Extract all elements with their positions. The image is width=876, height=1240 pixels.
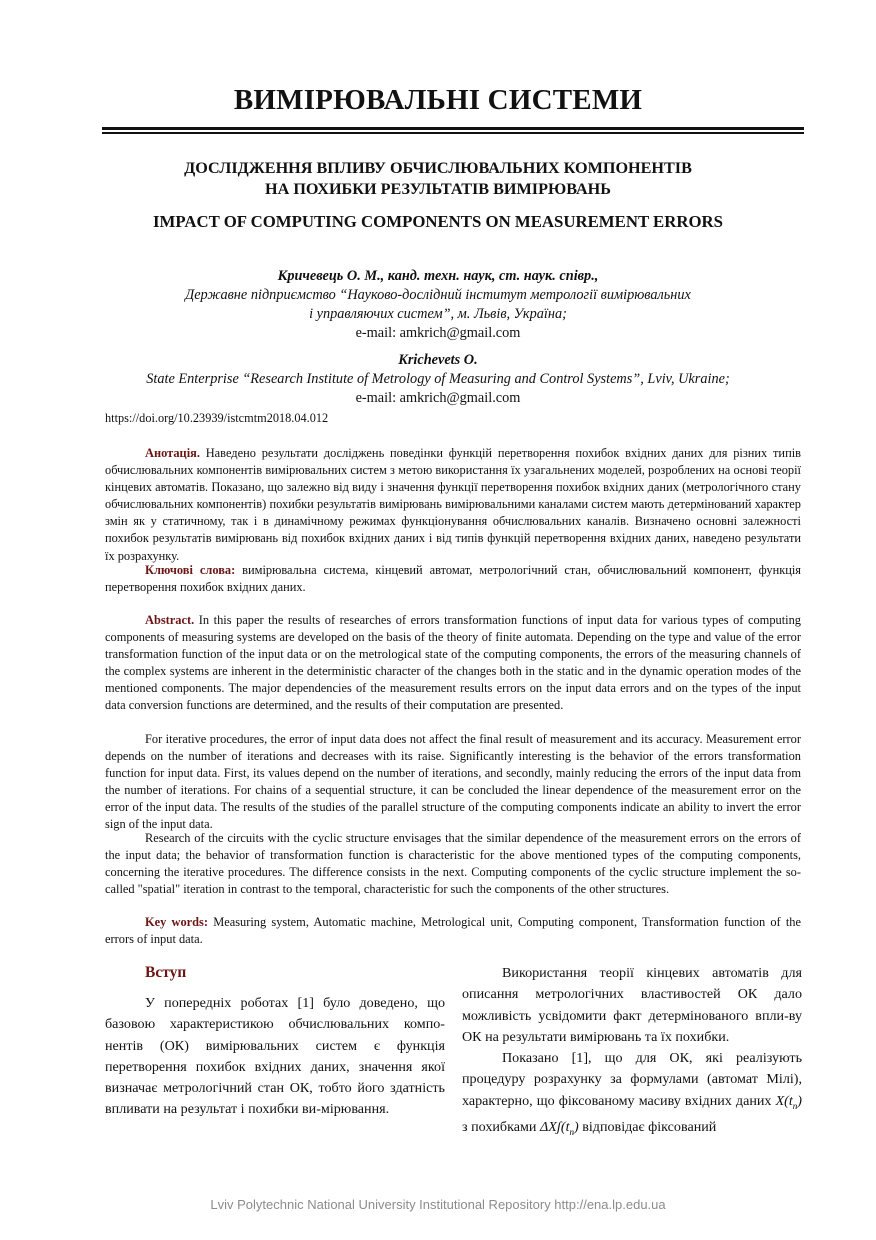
abstract-paragraph-1 [105, 612, 801, 715]
math-dx-close: ) [574, 1118, 579, 1135]
keywords-ua-text: вимірювальна система, кінцевий автомат, метрологічний стан, обчислювальний компонент, функція перетворення похибок вхідних даних. [105, 563, 801, 595]
math-dx-sub: n [569, 1126, 574, 1137]
affiliation-en: State Enterprise “Research Institute of Metrology of Measuring and Control Systems”, Lviv, Ukraine; [146, 371, 730, 387]
section-title: ВИМІРЮВАЛЬНІ СИСТЕМИ [233, 84, 643, 116]
article-title-en: IMPACT OF COMPUTING COMPONENTS ON MEASUREMENT ERRORS [153, 212, 723, 231]
doi-link[interactable]: https://doi.org/10.23939/istcmtm2018.04.012 [105, 411, 329, 425]
annotation-label: Анотація. [145, 446, 200, 460]
math-x-close: ) [797, 1092, 802, 1109]
annotation-text: Наведено результати досліджень поведінки функцій перетворення похибок вхідних даних для різних типів обчислювальних компонентів вимірювальних систем з метою використання їх узагальнених моделей, розроблених на основі теорії кінцевих автоматів. Показано, що залежно від виду і значення функції перетворення похибок вхідних даних (метрологічного стану обчислювальних компонентів) похибки результатів вимірювань вимірювальними каналами систем мають детермінований характер змін як у статичному, так і в динамічному режимах функціонування обчислювальних каналів. Визначено основні залежності похибок результатів вимірювань від похибок вхідних даних і від типів функцій перетворення вхідних даних, наведено результати їх розрахунку. [105, 446, 801, 563]
math-x-base: X(t [775, 1092, 793, 1109]
intro-column-left [105, 993, 445, 1121]
affiliation-ua-line1: Державне підприємство “Науково-дослідний інститут метрології вимірювальних [185, 287, 691, 303]
affiliation-ua-line2: і управляючих систем”, м. Львів, Україна; [309, 306, 567, 322]
article-title-ua [0, 158, 876, 200]
author-block-ua [0, 267, 876, 343]
abstract-text-3: Research of the circuits with the cyclic structure envisages that the similar dependence of the measurement errors on the errors of the input data; the behavior of transformation function is characteristic for the above mentioned types of the computing components, concerning the iterative procedures. The difference consists in the next. Computing components of the cyclic structure implement the so-called "spatial" iteration in contrast to the temporal, characteristic for such the components of the other structures. [105, 831, 801, 897]
intro-right-paragraph-1: Використання теорії кінцевих автоматів для описання метрологічних властивостей ОК дало можливість усвідомити факт детермінованого впли-ву ОК на результати вимірювань та їх похибки. [462, 965, 802, 1045]
header-rule-thin [102, 132, 804, 134]
keywords-en-label: Key words: [145, 915, 209, 929]
intro-left-paragraph: У попередніх роботах [1] було доведено, що базовою характеристикою обчислювальних компо-нентів (ОК) вимірювальних систем є функція перетворення похибок вхідних даних, значення якої визначає метрологічний стан ОК, тобто його здатність впливати на результат і похибки ви-мірювання. [105, 995, 445, 1118]
annotation-paragraph [105, 445, 801, 565]
intro-right-p2-text-a: Показано [1], що для ОК, які реалізують процедуру розрахунку за формулами (автомат Мілі), характерно, що фіксованому масиву вхідних даних [462, 1050, 802, 1109]
abstract-paragraph-2 [105, 731, 801, 834]
intro-heading: Вступ [145, 964, 187, 981]
intro-right-p2-text-b: з похибками [462, 1118, 540, 1135]
math-delta-x-tn [540, 1119, 579, 1135]
author-email-ua[interactable]: e-mail: amkrich@gmail.com [355, 325, 521, 341]
intro-right-p2-text-c: відповідає фіксований [578, 1118, 717, 1135]
math-x-sub: n [792, 1100, 798, 1111]
keywords-ua-label: Ключові слова: [145, 563, 236, 577]
abstract-text-1: In this paper the results of researches of errors transformation functions of input data for various types of computing components of measuring systems are developed on the basis of the theory of finite automata. Depending on the type and value of the error transformation function of the input data or on the metrological state of the computing components, the errors of the measuring channels of the complex systems are inherent in the deterministic character of the changes both in the static and in the dynamic operation modes of the mentioned components. The major dependencies of the measurement results errors on the input data errors and on the types of the input data conversion functions are determined, and the results of their computation are presented. [105, 613, 801, 713]
keywords-en-paragraph [105, 914, 801, 948]
author-name-ua: Кричевець О. М., канд. техн. наук, ст. наук. співр., [277, 268, 599, 284]
abstract-label: Abstract. [145, 613, 195, 627]
keywords-en-text: Measuring system, Automatic machine, Metrological unit, Computing component, Transformation function of the errors of input data. [105, 915, 801, 947]
intro-right-paragraph-2 [462, 1048, 802, 1143]
author-block-en [0, 351, 876, 408]
intro-column-right [462, 963, 802, 1143]
math-dx-base: ΔXʃ(t [539, 1118, 570, 1135]
keywords-ua-paragraph [105, 562, 801, 596]
repository-footer: Lviv Polytechnic National University Institutional Repository http://ena.lp.edu.ua [210, 1197, 666, 1212]
title-ua-line2: НА ПОХИБКИ РЕЗУЛЬТАТІВ ВИМІРЮВАНЬ [265, 180, 611, 198]
author-name-en: Krichevets O. [398, 352, 478, 368]
header-rule-thick [102, 127, 804, 130]
abstract-paragraph-3 [105, 830, 801, 898]
title-ua-line1: ДОСЛІДЖЕННЯ ВПЛИВУ ОБЧИСЛЮВАЛЬНИХ КОМПОНЕНТІВ [184, 159, 692, 177]
author-email-en[interactable]: e-mail: amkrich@gmail.com [355, 390, 521, 406]
abstract-text-2: For iterative procedures, the error of input data does not affect the final result of measurement and its accuracy. Measurement error depends on the number of iterations and decreases with its raise. Significantly interesting is the behavior of the errors transformation function for input data. First, its values depend on the number of iterations, and secondly, mainly reducing the errors of the input data from the number of iterations. For chains of a sequential structure, it can be concluded the linear dependence of the measurement error on the error of the input data. The results of the studies of the parallel structure of the computing components indicate an ability to invert the error sign of the input data. [105, 732, 801, 832]
math-x-tn [776, 1093, 802, 1109]
